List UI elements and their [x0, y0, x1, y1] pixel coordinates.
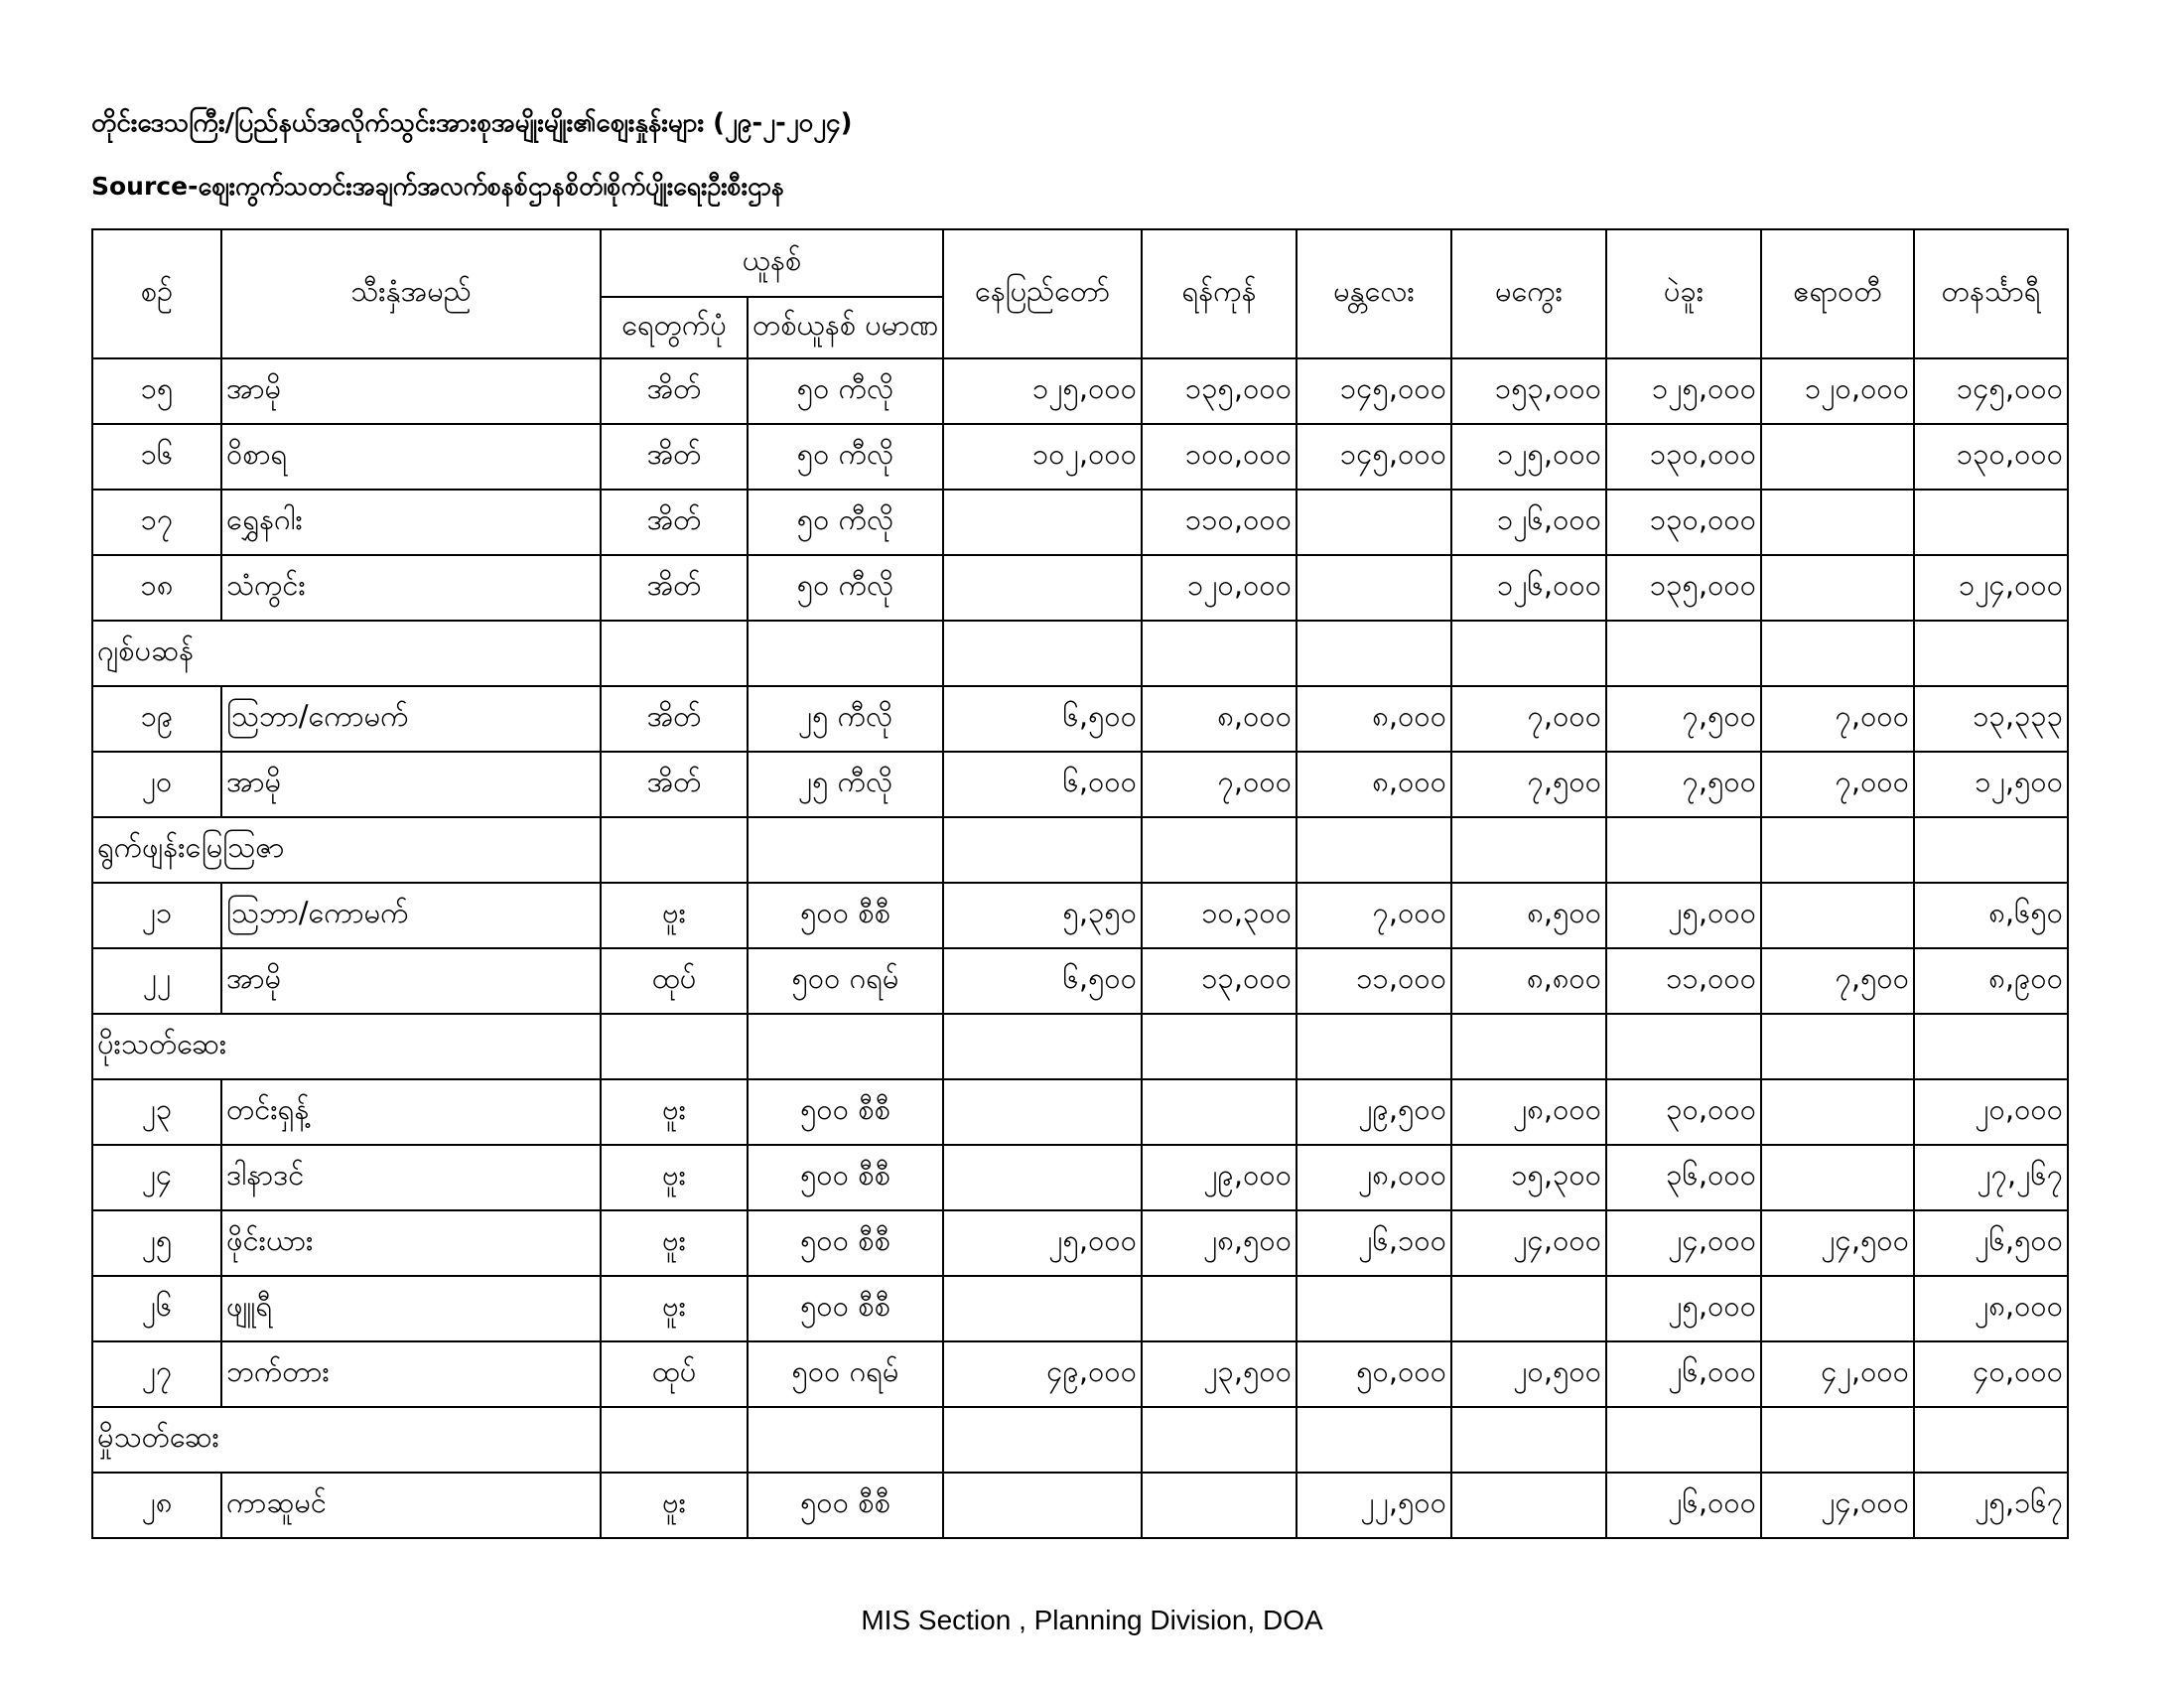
price-cell: ၈,၅၀၀ [1451, 883, 1606, 948]
row-number: ၁၉ [92, 686, 221, 752]
item-name: ဘက်တား [221, 1341, 601, 1407]
category-row [92, 1014, 2068, 1079]
item-name: အာမို [221, 752, 601, 817]
price-cell: ၅,၃၅၀ [943, 883, 1142, 948]
row-number: ၁၅ [92, 358, 221, 424]
price-cell: ၁၀၂,၀၀၀ [943, 424, 1142, 490]
empty-cell [1914, 621, 2068, 686]
price-cell [1761, 1276, 1914, 1341]
unit-cell: အိတ် [601, 686, 748, 752]
unit-cell: ဗူး [601, 883, 748, 948]
empty-cell [1297, 1014, 1451, 1079]
empty-cell [943, 621, 1142, 686]
price-cell: ၂၄,၀၀၀ [1606, 1210, 1761, 1276]
price-cell: ၁၅,၃၀၀ [1451, 1145, 1606, 1210]
price-cell [943, 1473, 1142, 1538]
price-cell: ၇,၀၀၀ [1142, 752, 1297, 817]
table-row [92, 948, 2068, 1014]
item-name: ကာဆူမင် [221, 1473, 601, 1538]
row-number: ၂၆ [92, 1276, 221, 1341]
size-cell: ၅၀၀ စီစီ [748, 1473, 943, 1538]
table-row [92, 883, 2068, 948]
table-row [92, 1276, 2068, 1341]
price-cell [943, 1079, 1142, 1145]
price-cell: ၈,၀၀၀ [1142, 686, 1297, 752]
size-cell: ၅၀၀ စီစီ [748, 1145, 943, 1210]
item-name: ဖျူရီ [221, 1276, 601, 1341]
header-city: မကွေး [1451, 229, 1606, 358]
empty-cell [601, 817, 748, 883]
price-cell: ၁၃,၀၀၀ [1142, 948, 1297, 1014]
table-row [92, 1473, 2068, 1538]
price-cell [1761, 490, 1914, 555]
price-cell: ၂၀,၀၀၀ [1914, 1079, 2068, 1145]
price-cell [1761, 424, 1914, 490]
price-cell [943, 1145, 1142, 1210]
price-cell: ၈,၀၀၀ [1297, 686, 1451, 752]
size-cell: ၂၅ ကီလို [748, 752, 943, 817]
price-cell: ၂၄,၀၀၀ [1451, 1210, 1606, 1276]
price-cell [943, 1276, 1142, 1341]
empty-cell [1606, 1407, 1761, 1473]
price-cell [943, 490, 1142, 555]
item-name: ဖိုင်းယား [221, 1210, 601, 1276]
price-cell [1297, 490, 1451, 555]
price-cell: ၈,၈၀၀ [1451, 948, 1606, 1014]
empty-cell [1914, 1407, 2068, 1473]
price-cell: ၂၄,၅၀၀ [1761, 1210, 1914, 1276]
empty-cell [1142, 1014, 1297, 1079]
empty-cell [601, 1407, 748, 1473]
header-unit: ရေတွက်ပုံ [601, 297, 748, 358]
header-city: ဧရာဝတီ [1761, 229, 1914, 358]
price-cell: ၃၆,၀၀၀ [1606, 1145, 1761, 1210]
price-cell: ၇,၀၀၀ [1451, 686, 1606, 752]
unit-cell: အိတ် [601, 555, 748, 621]
size-cell: ၅၀၀ စီစီ [748, 1079, 943, 1145]
row-number: ၂၇ [92, 1341, 221, 1407]
page-title: တိုင်းဒေသကြီး/ပြည်နယ်အလိုက်သွင်းအားစုအမျိုးမျိုး၏ဈေးနှုန်းများ (၂၉-၂-၂၀၂၄) [91, 108, 853, 138]
row-number: ၂၁ [92, 883, 221, 948]
size-cell: ၅၀ ကီလို [748, 555, 943, 621]
item-name: တင်းရှန့် [221, 1079, 601, 1145]
price-cell: ၁၄၅,၀၀၀ [1297, 358, 1451, 424]
price-cell: ၁၅၃,၀၀၀ [1451, 358, 1606, 424]
size-cell: ၅၀ ကီလို [748, 490, 943, 555]
price-cell: ၁၂၅,၀၀၀ [943, 358, 1142, 424]
empty-cell [1606, 817, 1761, 883]
item-name: ဒါနာဒင် [221, 1145, 601, 1210]
empty-cell [1606, 1014, 1761, 1079]
empty-cell [748, 621, 943, 686]
price-cell: ၆,၅၀၀ [943, 686, 1142, 752]
price-cell: ၂၅,၀၀၀ [943, 1210, 1142, 1276]
price-cell: ၁၁,၀၀၀ [1606, 948, 1761, 1014]
empty-cell [1297, 621, 1451, 686]
empty-cell [1142, 1407, 1297, 1473]
price-cell: ၂၅,၀၀၀ [1606, 883, 1761, 948]
row-number: ၂၄ [92, 1145, 221, 1210]
price-cell: ၂၄,၀၀၀ [1761, 1473, 1914, 1538]
price-cell: ၈,၀၀၀ [1297, 752, 1451, 817]
price-cell [1914, 490, 2068, 555]
header-city: ပဲခူး [1606, 229, 1761, 358]
unit-cell: ဗူး [601, 1210, 748, 1276]
size-cell: ၅၀၀ စီစီ [748, 883, 943, 948]
price-cell: ၂၃,၅၀၀ [1142, 1341, 1297, 1407]
row-number: ၂၂ [92, 948, 221, 1014]
category-row [92, 1407, 2068, 1473]
row-number: ၁၇ [92, 490, 221, 555]
price-cell: ၁၃၀,၀၀၀ [1606, 490, 1761, 555]
header-size: တစ်ယူနစ် ပမာဏ [748, 297, 943, 358]
table-row [92, 1079, 2068, 1145]
size-cell: ၅၀ ကီလို [748, 358, 943, 424]
price-cell: ၇,၅၀၀ [1761, 948, 1914, 1014]
price-cell: ၁၃၀,၀၀၀ [1606, 424, 1761, 490]
unit-cell: အိတ် [601, 424, 748, 490]
price-cell: ၄၉,၀၀၀ [943, 1341, 1142, 1407]
price-cell: ၁၃၅,၀၀၀ [1606, 555, 1761, 621]
empty-cell [1451, 817, 1606, 883]
empty-cell [1142, 817, 1297, 883]
price-cell [1297, 1276, 1451, 1341]
price-cell: ၂၆,၀၀၀ [1606, 1473, 1761, 1538]
unit-cell: ထုပ် [601, 948, 748, 1014]
price-cell: ၂၂,၅၀၀ [1297, 1473, 1451, 1538]
price-cell: ၁၃၅,၀၀၀ [1142, 358, 1297, 424]
row-number: ၂၀ [92, 752, 221, 817]
table-row [92, 555, 2068, 621]
price-cell: ၂၆,၁၀၀ [1297, 1210, 1451, 1276]
header-name: သီးနှံအမည် [221, 229, 601, 358]
price-cell: ၁၄၅,၀၀၀ [1914, 358, 2068, 424]
price-cell: ၇,၅၀၀ [1606, 686, 1761, 752]
row-number: ၂၅ [92, 1210, 221, 1276]
price-cell: ၁၁,၀၀၀ [1297, 948, 1451, 1014]
row-number: ၂၈ [92, 1473, 221, 1538]
price-cell: ၂၈,၀၀၀ [1914, 1276, 2068, 1341]
row-number: ၂၃ [92, 1079, 221, 1145]
price-cell: ၂၇,၂၆၇ [1914, 1145, 2068, 1210]
item-name: သံကွင်း [221, 555, 601, 621]
table-row [92, 490, 2068, 555]
empty-cell [1761, 1014, 1914, 1079]
empty-cell [1297, 817, 1451, 883]
price-cell [1142, 1473, 1297, 1538]
price-cell [1451, 1276, 1606, 1341]
price-cell: ၆,၀၀၀ [943, 752, 1142, 817]
price-cell: ၁၁၀,၀၀၀ [1142, 490, 1297, 555]
price-cell: ၁၂၀,၀၀၀ [1142, 555, 1297, 621]
header-city: ရန်ကုန် [1142, 229, 1297, 358]
empty-cell [1761, 621, 1914, 686]
table-row [92, 686, 2068, 752]
table-row [92, 358, 2068, 424]
unit-cell: ဗူး [601, 1473, 748, 1538]
empty-cell [943, 1407, 1142, 1473]
price-cell: ၂၉,၅၀၀ [1297, 1079, 1451, 1145]
price-cell: ၂၀,၅၀၀ [1451, 1341, 1606, 1407]
header-no: စဉ် [92, 229, 221, 358]
unit-cell: ဗူး [601, 1276, 748, 1341]
item-name: အာမို [221, 948, 601, 1014]
empty-cell [601, 1014, 748, 1079]
price-cell [1451, 1473, 1606, 1538]
unit-cell: ဗူး [601, 1145, 748, 1210]
price-cell: ၂၈,၀၀၀ [1451, 1079, 1606, 1145]
price-cell: ၁၄၅,၀၀၀ [1297, 424, 1451, 490]
size-cell: ၅၀၀ စီစီ [748, 1210, 943, 1276]
category-label: မှိုသတ်ဆေး [92, 1407, 601, 1473]
empty-cell [1297, 1407, 1451, 1473]
category-label: ဂျစ်ပဆန် [92, 621, 601, 686]
price-cell [1761, 1145, 1914, 1210]
price-cell: ၂၈,၅၀၀ [1142, 1210, 1297, 1276]
item-name: ရွှေနဂါး [221, 490, 601, 555]
price-cell: ၄၀,၀၀၀ [1914, 1341, 2068, 1407]
price-cell [1142, 1276, 1297, 1341]
price-cell: ၇,၅၀၀ [1451, 752, 1606, 817]
empty-cell [1914, 817, 2068, 883]
price-cell [943, 555, 1142, 621]
empty-cell [943, 1014, 1142, 1079]
price-cell: ၁၀၀,၀၀၀ [1142, 424, 1297, 490]
empty-cell [943, 817, 1142, 883]
item-name: သြဘာ/ကောမက် [221, 686, 601, 752]
price-cell: ၂၉,၀၀၀ [1142, 1145, 1297, 1210]
table-row [92, 752, 2068, 817]
price-cell: ၁၃၀,၀၀၀ [1914, 424, 2068, 490]
price-cell: ၈,၉၀၀ [1914, 948, 2068, 1014]
category-label: ရွက်ဖျန်းမြေသြဇာ [92, 817, 601, 883]
price-cell: ၁၂၆,၀၀၀ [1451, 490, 1606, 555]
price-cell: ၇,၀၀၀ [1297, 883, 1451, 948]
category-row [92, 621, 2068, 686]
price-table [91, 228, 2069, 1539]
size-cell: ၅၀၀ စီစီ [748, 1276, 943, 1341]
price-cell: ၅၀,၀၀၀ [1297, 1341, 1451, 1407]
item-name: သြဘာ/ကောမက် [221, 883, 601, 948]
price-cell: ၁၃,၃၃၃ [1914, 686, 2068, 752]
table-row [92, 424, 2068, 490]
size-cell: ၂၅ ကီလို [748, 686, 943, 752]
empty-cell [1451, 621, 1606, 686]
price-cell: ၁၂၄,၀၀၀ [1914, 555, 2068, 621]
size-cell: ၅၀၀ ဂရမ် [748, 1341, 943, 1407]
unit-cell: ဗူး [601, 1079, 748, 1145]
empty-cell [1142, 621, 1297, 686]
price-cell: ၇,၀၀၀ [1761, 752, 1914, 817]
item-name: ဝိစာရ [221, 424, 601, 490]
footer: MIS Section , Planning Division, DOA [861, 1605, 1323, 1635]
price-cell: ၈,၆၅၀ [1914, 883, 2068, 948]
empty-cell [1451, 1407, 1606, 1473]
category-label: ပိုးသတ်ဆေး [92, 1014, 601, 1079]
size-cell: ၅၀ ကီလို [748, 424, 943, 490]
price-cell [1761, 555, 1914, 621]
category-row [92, 817, 2068, 883]
price-cell [1142, 1079, 1297, 1145]
price-cell: ၁၂၅,၀၀၀ [1451, 424, 1606, 490]
empty-cell [601, 621, 748, 686]
table-body [92, 358, 2068, 1538]
price-cell: ၂၈,၀၀၀ [1297, 1145, 1451, 1210]
header-city: မန္တလေး [1297, 229, 1451, 358]
price-cell: ၃၀,၀၀၀ [1606, 1079, 1761, 1145]
unit-cell: အိတ် [601, 358, 748, 424]
price-cell: ၄၂,၀၀၀ [1761, 1341, 1914, 1407]
price-cell: ၂၆,၀၀၀ [1606, 1341, 1761, 1407]
empty-cell [748, 817, 943, 883]
price-cell [1297, 555, 1451, 621]
price-cell: ၂၅,၀၀၀ [1606, 1276, 1761, 1341]
price-cell: ၂၆,၅၀၀ [1914, 1210, 2068, 1276]
header-city: နေပြည်တော် [943, 229, 1142, 358]
empty-cell [1606, 621, 1761, 686]
price-cell: ၇,၅၀၀ [1606, 752, 1761, 817]
unit-cell: အိတ် [601, 752, 748, 817]
price-cell: ၁၂၅,၀၀၀ [1606, 358, 1761, 424]
row-number: ၁၆ [92, 424, 221, 490]
unit-cell: အိတ် [601, 490, 748, 555]
price-cell: ၆,၅၀၀ [943, 948, 1142, 1014]
empty-cell [748, 1407, 943, 1473]
empty-cell [1451, 1014, 1606, 1079]
header-city: တနင်္သာရီ [1914, 229, 2068, 358]
price-cell: ၁၂,၅၀၀ [1914, 752, 2068, 817]
empty-cell [1761, 817, 1914, 883]
source-line: Source-ဈေးကွက်သတင်းအချက်အလက်စနစ်ဌာနစိတ်၊စိုက်ပျိုးရေးဦးစီးဌာန [91, 172, 785, 201]
price-cell [1761, 1079, 1914, 1145]
price-cell: ၁၂၆,၀၀၀ [1451, 555, 1606, 621]
price-cell: ၁၂၀,၀၀၀ [1761, 358, 1914, 424]
price-cell [1761, 883, 1914, 948]
table-row [92, 1210, 2068, 1276]
item-name: အာမို [221, 358, 601, 424]
table-row [92, 1145, 2068, 1210]
header-unit-group: ယူနစ် [601, 229, 943, 297]
unit-cell: ထုပ် [601, 1341, 748, 1407]
row-number: ၁၈ [92, 555, 221, 621]
empty-cell [1761, 1407, 1914, 1473]
price-cell: ၁၀,၃၀၀ [1142, 883, 1297, 948]
table-row [92, 1341, 2068, 1407]
empty-cell [1914, 1014, 2068, 1079]
price-cell: ၂၅,၁၆၇ [1914, 1473, 2068, 1538]
size-cell: ၅၀၀ ဂရမ် [748, 948, 943, 1014]
empty-cell [748, 1014, 943, 1079]
price-cell: ၇,၀၀၀ [1761, 686, 1914, 752]
